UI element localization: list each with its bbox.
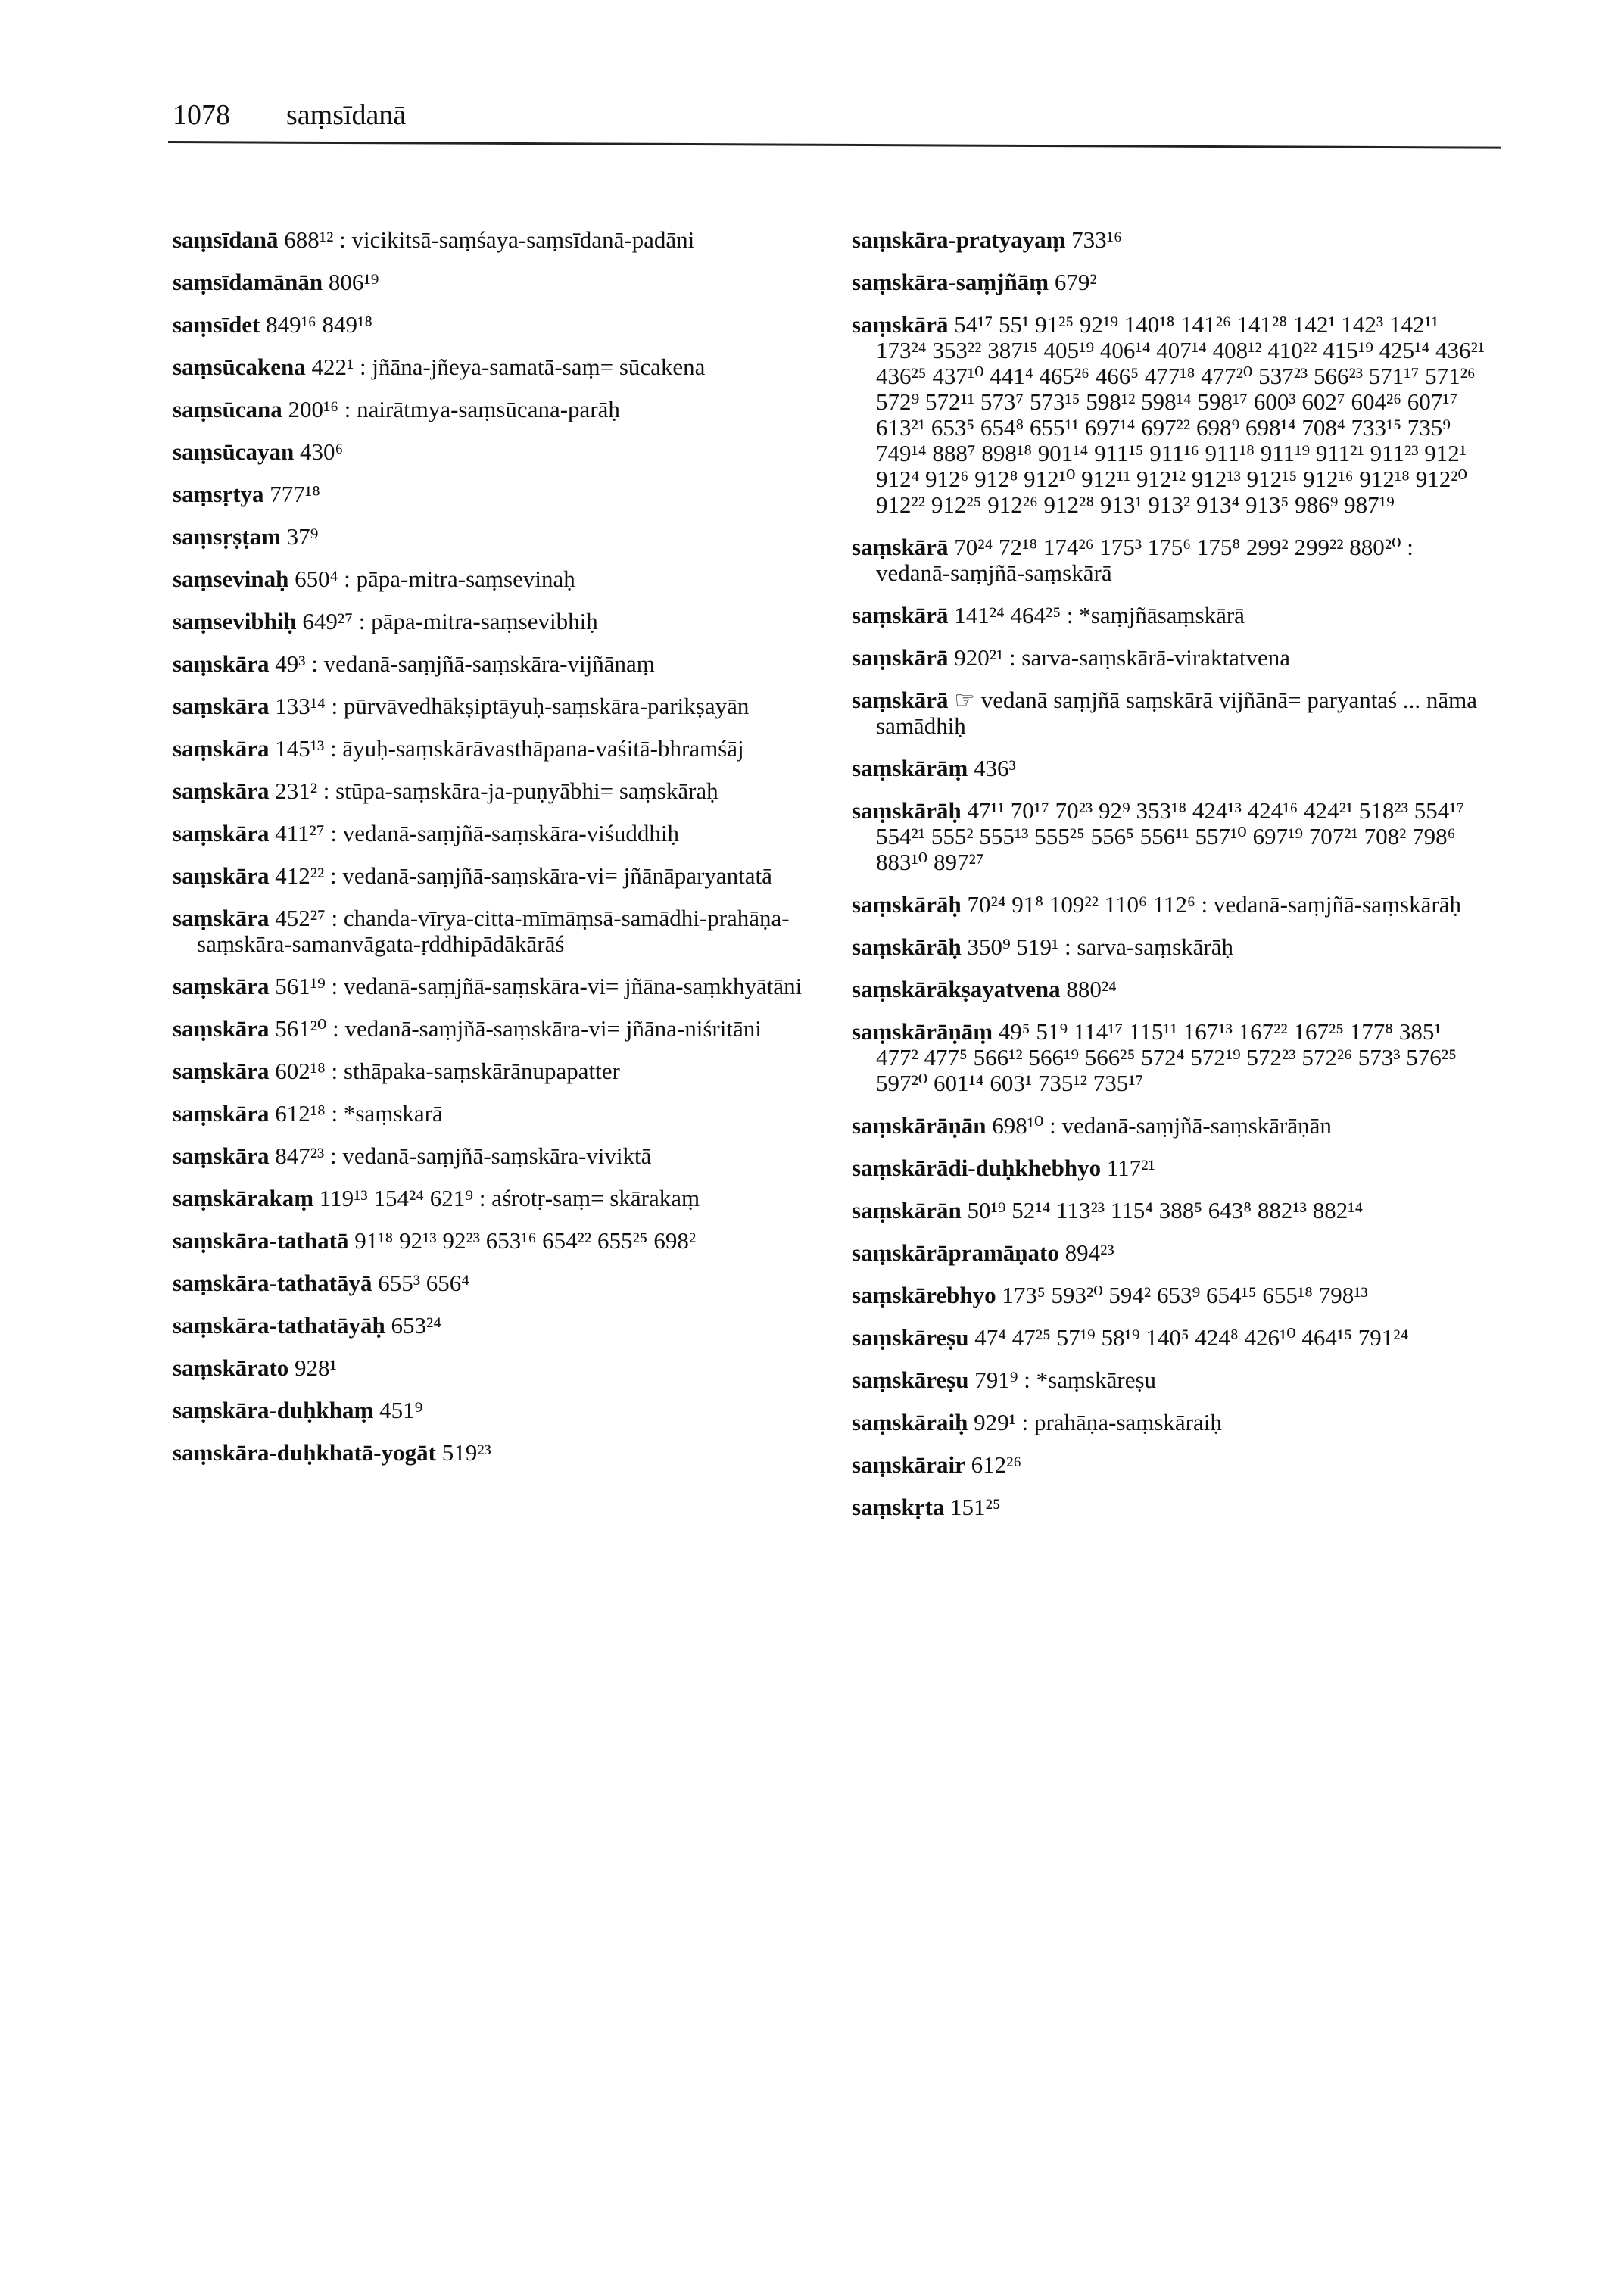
index-entry: [852, 535, 1488, 586]
entry-references: 422¹ : jñāna-jñeya-samatā-saṃ= sūcakena: [311, 354, 706, 380]
entry-headword: saṃskārāṃ: [852, 755, 968, 781]
entry-references: 412²² : vedanā-saṃjñā-saṃskāra-vi= jñānāparyantatā: [275, 862, 772, 889]
entry-headword: saṃsūcayan: [173, 438, 295, 465]
index-entry: [173, 778, 831, 804]
index-entry: [852, 312, 1488, 518]
index-entry: [173, 821, 831, 846]
entry-headword: saṃskārā: [852, 644, 949, 671]
index-entry: [852, 977, 1488, 1002]
index-entry: [173, 693, 831, 719]
entry-headword: saṃsīdamānān: [173, 269, 323, 295]
entry-headword: saṃskāra-tathatā: [173, 1227, 349, 1254]
entry-references: ☞ vedanā saṃjñā saṃskārā vijñānā= paryantaś ... nāma samādhiḥ: [876, 687, 1478, 739]
entry-references: 141²⁴ 464²⁵ : *saṃjñāsaṃskārā: [954, 602, 1245, 628]
entry-references: 847²³ : vedanā-saṃjñā-saṃskāra-viviktā: [275, 1142, 652, 1169]
entry-references: 173⁵ 593²⁰ 594² 653⁹ 654¹⁵ 655¹⁸ 798¹³: [1002, 1282, 1368, 1308]
entry-references: 200¹⁶ : nairātmya-saṃsūcana-parāḥ: [288, 396, 620, 422]
entry-headword: saṃskārā: [852, 602, 949, 628]
entry-references: 929¹ : prahāṇa-saṃskāraiḥ: [974, 1409, 1222, 1435]
entry-references: 880²⁴: [1066, 976, 1117, 1002]
index-entry: [852, 934, 1488, 960]
entry-references: 47¹¹ 70¹⁷ 70²³ 92⁹ 353¹⁸ 424¹³ 424¹⁶ 424²¹ 518²³ 554¹⁷ 554²¹ 555² 555¹³ 555²⁵ 556⁵ 556¹¹ 557¹⁰ 697¹⁹ 707²¹ 708² 798⁶ 883¹⁰ 897²⁷: [876, 797, 1465, 875]
entry-headword: saṃskāra-tathatāyāḥ: [173, 1312, 385, 1339]
entry-headword: saṃskāraiḥ: [852, 1409, 968, 1435]
entry-references: 436³: [974, 755, 1016, 781]
entry-references: 928¹: [295, 1354, 337, 1381]
index-entry: [173, 312, 831, 338]
index-entry: [173, 397, 831, 422]
entry-headword: saṃskāreṣu: [852, 1367, 969, 1393]
entry-references: 50¹⁹ 52¹⁴ 113²³ 115⁴ 388⁵ 643⁸ 882¹³ 882¹⁴: [967, 1197, 1364, 1223]
index-entry: [173, 1270, 831, 1296]
entry-headword: saṃskāra: [173, 778, 270, 804]
entry-headword: saṃskāra: [173, 1058, 270, 1084]
entry-references: 806¹⁹: [328, 269, 379, 295]
entry-references: 688¹² : vicikitsā-saṃśaya-saṃsīdanā-padāni: [284, 226, 695, 253]
entry-headword: saṃskāra-duḥkhatā-yogāt: [173, 1439, 436, 1466]
entry-references: 411²⁷ : vedanā-saṃjñā-saṃskāra-viśuddhiḥ: [275, 820, 679, 846]
index-entry: [173, 524, 831, 550]
index-entry: [852, 687, 1488, 739]
index-entry: [173, 482, 831, 507]
index-entry: [173, 1186, 831, 1211]
entry-references: 117²¹: [1106, 1155, 1155, 1181]
entry-references: 231² : stūpa-saṃskāra-ja-puṇyābhi= saṃskāraḥ: [275, 778, 718, 804]
entry-references: 650⁴ : pāpa-mitra-saṃsevinaḥ: [295, 566, 575, 592]
entry-references: 791⁹ : *saṃskāreṣu: [974, 1367, 1157, 1393]
entry-references: 452²⁷ : chanda-vīrya-citta-mīmāṃsā-samādhi-prahāṇa-saṃskāra-samanvāgata-ṛddhipādākārāś: [197, 905, 790, 957]
index-entry: [173, 1440, 831, 1466]
entry-headword: saṃskārāṇāṃ: [852, 1018, 993, 1045]
entry-headword: saṃskāra: [173, 650, 270, 677]
right-column: [852, 227, 1488, 1537]
entry-references: 698¹⁰ : vedanā-saṃjñā-saṃskārāṇān: [992, 1112, 1332, 1139]
index-entry: [852, 1019, 1488, 1096]
entry-references: 612¹⁸ : *saṃskarā: [275, 1100, 443, 1127]
entry-headword: saṃskāreṣu: [852, 1324, 969, 1351]
entry-headword: saṃskārāpramāṇato: [852, 1239, 1059, 1266]
entry-headword: saṃskārā: [852, 534, 949, 560]
index-entry: [173, 651, 831, 677]
entry-headword: saṃskārān: [852, 1197, 962, 1223]
index-entry: [173, 439, 831, 465]
running-head: saṃsīdanā: [286, 99, 407, 131]
index-entry: [852, 1325, 1488, 1351]
entry-references: 145¹³ : āyuḥ-saṃskārāvasthāpana-vaśitā-bhramśāj: [275, 735, 744, 762]
index-entry: [173, 905, 831, 957]
entry-references: 151²⁵: [950, 1494, 1001, 1520]
index-entry: [173, 227, 831, 253]
index-entry: [852, 1410, 1488, 1435]
entry-references: 612²⁶: [971, 1451, 1022, 1478]
entry-references: 47⁴ 47²⁵ 57¹⁹ 58¹⁹ 140⁵ 424⁸ 426¹⁰ 464¹⁵ 791²⁴: [974, 1324, 1409, 1351]
index-entry: [852, 798, 1488, 875]
index-entry: [173, 1398, 831, 1423]
entry-references: 70²⁴ 91⁸ 109²² 110⁶ 112⁶ : vedanā-saṃjñā-saṃskārāḥ: [967, 891, 1461, 918]
entry-headword: saṃskārāḥ: [852, 933, 962, 960]
entry-headword: saṃskāra-duḥkhaṃ: [173, 1397, 374, 1423]
index-entry: [852, 603, 1488, 628]
entry-references: 430⁶: [299, 438, 344, 465]
index-entry: [852, 892, 1488, 918]
entry-headword: saṃskārādi-duḥkhebhyo: [852, 1155, 1102, 1181]
entry-references: 920²¹ : sarva-saṃskārā-viraktatvena: [954, 644, 1290, 671]
index-entry: [852, 1495, 1488, 1520]
entry-headword: saṃskāra: [173, 1015, 270, 1042]
page-number: 1078: [173, 99, 230, 131]
entry-references: 679²: [1054, 269, 1097, 295]
index-entry: [173, 270, 831, 295]
index-entry: [173, 1016, 831, 1042]
index-entry: [173, 1313, 831, 1339]
entry-headword: saṃskāra-saṃjñāṃ: [852, 269, 1049, 295]
entry-headword: saṃskārair: [852, 1451, 965, 1478]
header-rule: [168, 141, 1501, 149]
entry-references: 119¹³ 154²⁴ 621⁹ : aśrotṛ-saṃ= skārakaṃ: [319, 1185, 700, 1211]
entry-headword: saṃsūcakena: [173, 354, 306, 380]
entry-headword: saṃskāra: [173, 862, 270, 889]
entry-references: 54¹⁷ 55¹ 91²⁵ 92¹⁹ 140¹⁸ 141²⁶ 141²⁸ 142¹ 142³ 142¹¹ 173²⁴ 353²² 387¹⁵ 405¹⁹ 406¹⁴ 407¹⁴ 408¹² 410²² 415¹⁹ 425¹⁴ 436²¹ 436²⁵ 437¹⁰ 441⁴ 465²⁶ 466⁵ 477¹⁸ 477²⁰ 537²³ 566²³ 571¹⁷ 571²⁶ 572⁹ 572¹¹ 573⁷ 573¹⁵ 598¹² 598¹⁴ 598¹⁷ 600³ 602⁷ 604²⁶ 607¹⁷ 613²¹ 653⁵ 654⁸ 655¹¹ 697¹⁴ 697²² 698⁹ 698¹⁴ 708⁴ 733¹⁵ 735⁹ 749¹⁴ 888⁷ 898¹⁸ 901¹⁴ 911¹⁵ 911¹⁶ 911¹⁸ 911¹⁹ 911²¹ 911²³ 912¹ 912⁴ 912⁶ 912⁸ 912¹⁰ 912¹¹ 912¹² 912¹³ 912¹⁵ 912¹⁶ 912¹⁸ 912²⁰ 912²² 912²⁵ 912²⁶ 912²⁸ 913¹ 913² 913⁴ 913⁵ 986⁹ 987¹⁹: [876, 311, 1485, 518]
entry-references: 451⁹: [379, 1397, 423, 1423]
entry-references: 602¹⁸ : sthāpaka-saṃskārānupapatter: [275, 1058, 620, 1084]
entry-headword: saṃskāra: [173, 905, 270, 931]
entry-references: 653²⁴: [391, 1312, 442, 1339]
entry-headword: saṃsṛṣṭam: [173, 523, 281, 550]
entry-headword: saṃskārakaṃ: [173, 1185, 314, 1211]
entry-references: 49³ : vedanā-saṃjñā-saṃskāra-vijñānaṃ: [275, 650, 655, 677]
entry-headword: saṃskāra: [173, 693, 270, 719]
entry-headword: saṃsevibhiḥ: [173, 608, 297, 634]
index-entry: [852, 1113, 1488, 1139]
entry-headword: saṃskārebhyo: [852, 1282, 996, 1308]
entry-headword: saṃskāra: [173, 820, 270, 846]
index-entry: [173, 1058, 831, 1084]
index-entry: [173, 736, 831, 762]
index-entry: [852, 270, 1488, 295]
entry-headword: saṃskāra-pratyayaṃ: [852, 226, 1066, 253]
entry-references: 70²⁴ 72¹⁸ 174²⁶ 175³ 175⁶ 175⁸ 299² 299²² 880²⁰ : vedanā-saṃjñā-saṃskārā: [876, 534, 1414, 586]
index-entry: [173, 1355, 831, 1381]
index-entry: [852, 1283, 1488, 1308]
entry-headword: saṃsīdanā: [173, 226, 279, 253]
index-entry: [852, 645, 1488, 671]
entry-references: 777¹⁸: [270, 481, 320, 507]
entry-headword: saṃskārato: [173, 1354, 289, 1381]
page-header: [173, 98, 406, 132]
entry-headword: saṃskārā: [852, 311, 949, 338]
entry-references: 849¹⁶ 849¹⁸: [266, 311, 373, 338]
entry-references: 894²³: [1064, 1239, 1114, 1266]
entry-headword: saṃskāra: [173, 973, 270, 999]
entry-references: 655³ 656⁴: [378, 1270, 470, 1296]
entry-references: 133¹⁴ : pūrvāvedhākṣiptāyuḥ-saṃskāra-parikṣayān: [275, 693, 750, 719]
index-entry: [852, 227, 1488, 253]
entry-references: 350⁹ 519¹ : sarva-saṃskārāḥ: [967, 933, 1233, 960]
index-entry: [173, 1143, 831, 1169]
entry-headword: saṃskāra: [173, 1142, 270, 1169]
entry-headword: saṃskārā: [852, 687, 949, 713]
entry-references: 733¹⁶: [1071, 226, 1122, 253]
index-entry: [173, 974, 831, 999]
left-column: [173, 227, 831, 1482]
entry-headword: saṃsevinaḥ: [173, 566, 289, 592]
entry-references: 561²⁰ : vedanā-saṃjñā-saṃskāra-vi= jñāna-niśritāni: [275, 1015, 762, 1042]
index-entry: [852, 1198, 1488, 1223]
index-entry: [173, 1101, 831, 1127]
entry-headword: saṃskārāṇān: [852, 1112, 987, 1139]
entry-references: 49⁵ 51⁹ 114¹⁷ 115¹¹ 167¹³ 167²² 167²⁵ 177⁸ 385¹ 477² 477⁵ 566¹² 566¹⁹ 566²⁵ 572⁴ 572¹⁹ 572²³ 572²⁶ 573³ 576²⁵ 597²⁰ 601¹⁴ 603¹ 735¹² 735¹⁷: [876, 1018, 1457, 1096]
index-entry: [852, 1240, 1488, 1266]
index-entry: [852, 756, 1488, 781]
entry-references: 91¹⁸ 92¹³ 92²³ 653¹⁶ 654²² 655²⁵ 698²: [354, 1227, 697, 1254]
index-entry: [852, 1452, 1488, 1478]
entry-headword: saṃskṛta: [852, 1494, 945, 1520]
index-entry: [173, 354, 831, 380]
entry-references: 561¹⁹ : vedanā-saṃjñā-saṃskāra-vi= jñāna-saṃkhyātāni: [275, 973, 803, 999]
entry-headword: saṃsīdet: [173, 311, 260, 338]
entry-headword: saṃsūcana: [173, 396, 282, 422]
index-entry: [173, 566, 831, 592]
entry-headword: saṃskāra: [173, 735, 270, 762]
entry-headword: saṃskāra: [173, 1100, 270, 1127]
index-entry: [852, 1155, 1488, 1181]
entry-headword: saṃsṛtya: [173, 481, 264, 507]
entry-headword: saṃskārāḥ: [852, 891, 962, 918]
index-entry: [173, 609, 831, 634]
index-entry: [852, 1367, 1488, 1393]
index-entry: [173, 1228, 831, 1254]
entry-references: 649²⁷ : pāpa-mitra-saṃsevibhiḥ: [302, 608, 598, 634]
entry-references: 37⁹: [286, 523, 319, 550]
entry-headword: saṃskāra-tathatāyā: [173, 1270, 372, 1296]
index-entry: [173, 863, 831, 889]
entry-headword: saṃskārākṣayatvena: [852, 976, 1061, 1002]
entry-references: 519²³: [441, 1439, 491, 1466]
entry-headword: saṃskārāḥ: [852, 797, 962, 824]
